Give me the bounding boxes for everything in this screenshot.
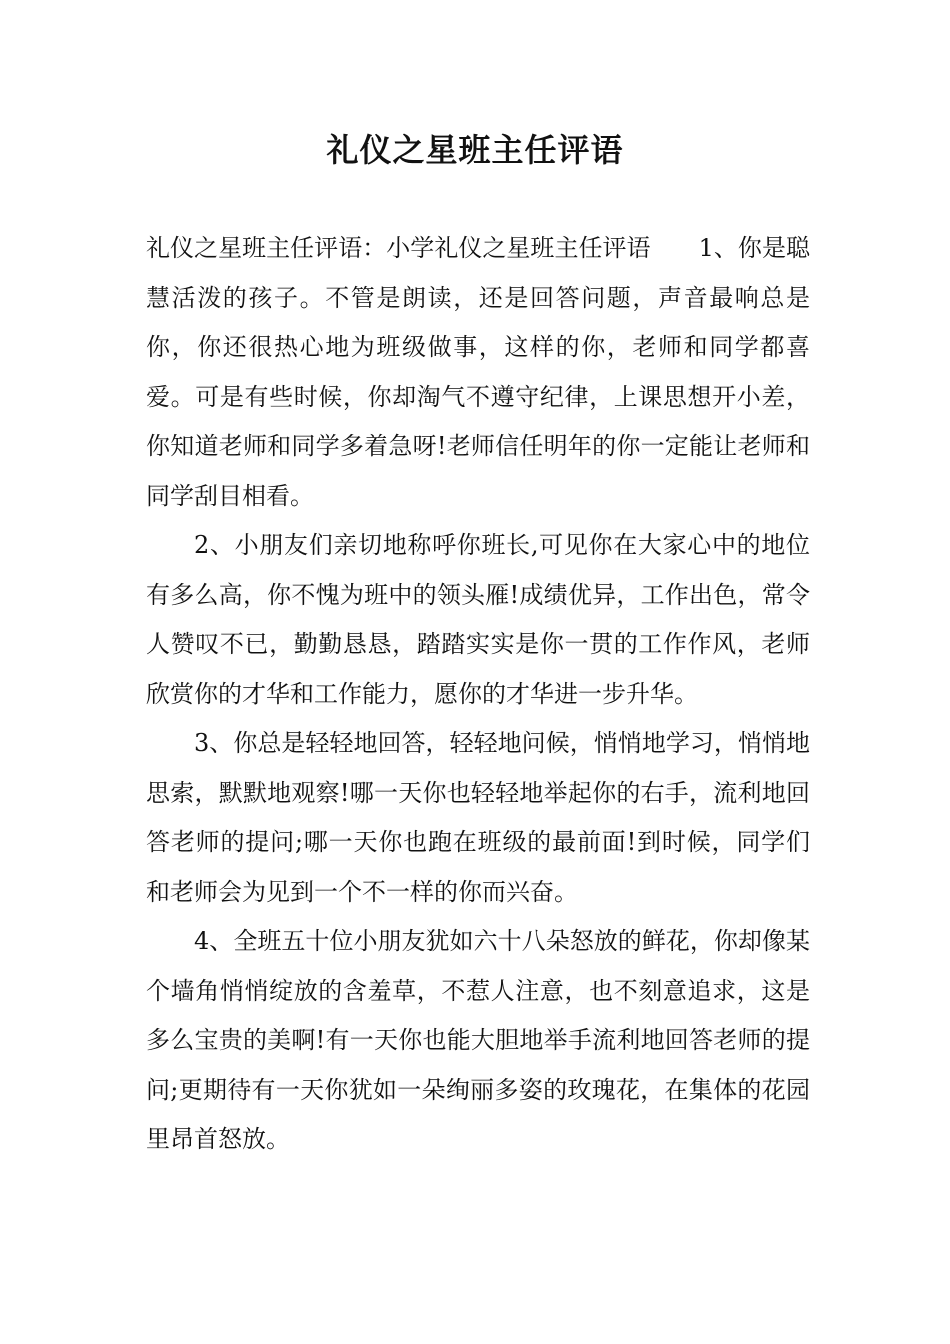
document-title: 礼仪之星班主任评语 (326, 131, 624, 169)
paragraph-intro: 礼仪之星班主任评语：小学礼仪之星班主任评语 1、你是聪慧活泼的孩子。不管是朗读，还是回答问题，声音最响总是你，你还很热心地为班级做事，这样的你，老师和同学都喜爱。可是有些时候，你却淘气不遵守纪律，上课思想开小差，你知道老师和同学多着急呀!老师信任明年的你一定能让老师和同学刮目相看。 (146, 234, 810, 510)
paragraph-3: 3、你总是轻轻地回答，轻轻地问候，悄悄地学习，悄悄地思索，默默地观察!哪一天你也轻轻地举起你的右手，流利地回答老师的提问;哪一天你也跑在班级的最前面!到时候，同学们和老师会为见到一个不一样的你而兴奋。 (146, 729, 810, 906)
paragraph-2: 2、小朋友们亲切地称呼你班长,可见你在大家心中的地位有多么高，你不愧为班中的领头雁!成绩优异，工作出色，常令人赞叹不已，勤勤恳恳，踏踏实实是你一贯的工作作风，老师欣赏你的才华和工作能力，愿你的才华进一步升华。 (146, 531, 810, 708)
document-body (146, 224, 810, 1165)
paragraph-4: 4、全班五十位小朋友犹如六十八朵怒放的鲜花，你却像某个墙角悄悄绽放的含羞草，不惹人注意，也不刻意追求，这是多么宝贵的美啊!有一天你也能大胆地举手流利地回答老师的提问;更期待有一天你犹如一朵绚丽多姿的玫瑰花，在集体的花园里昂首怒放。 (146, 927, 810, 1153)
